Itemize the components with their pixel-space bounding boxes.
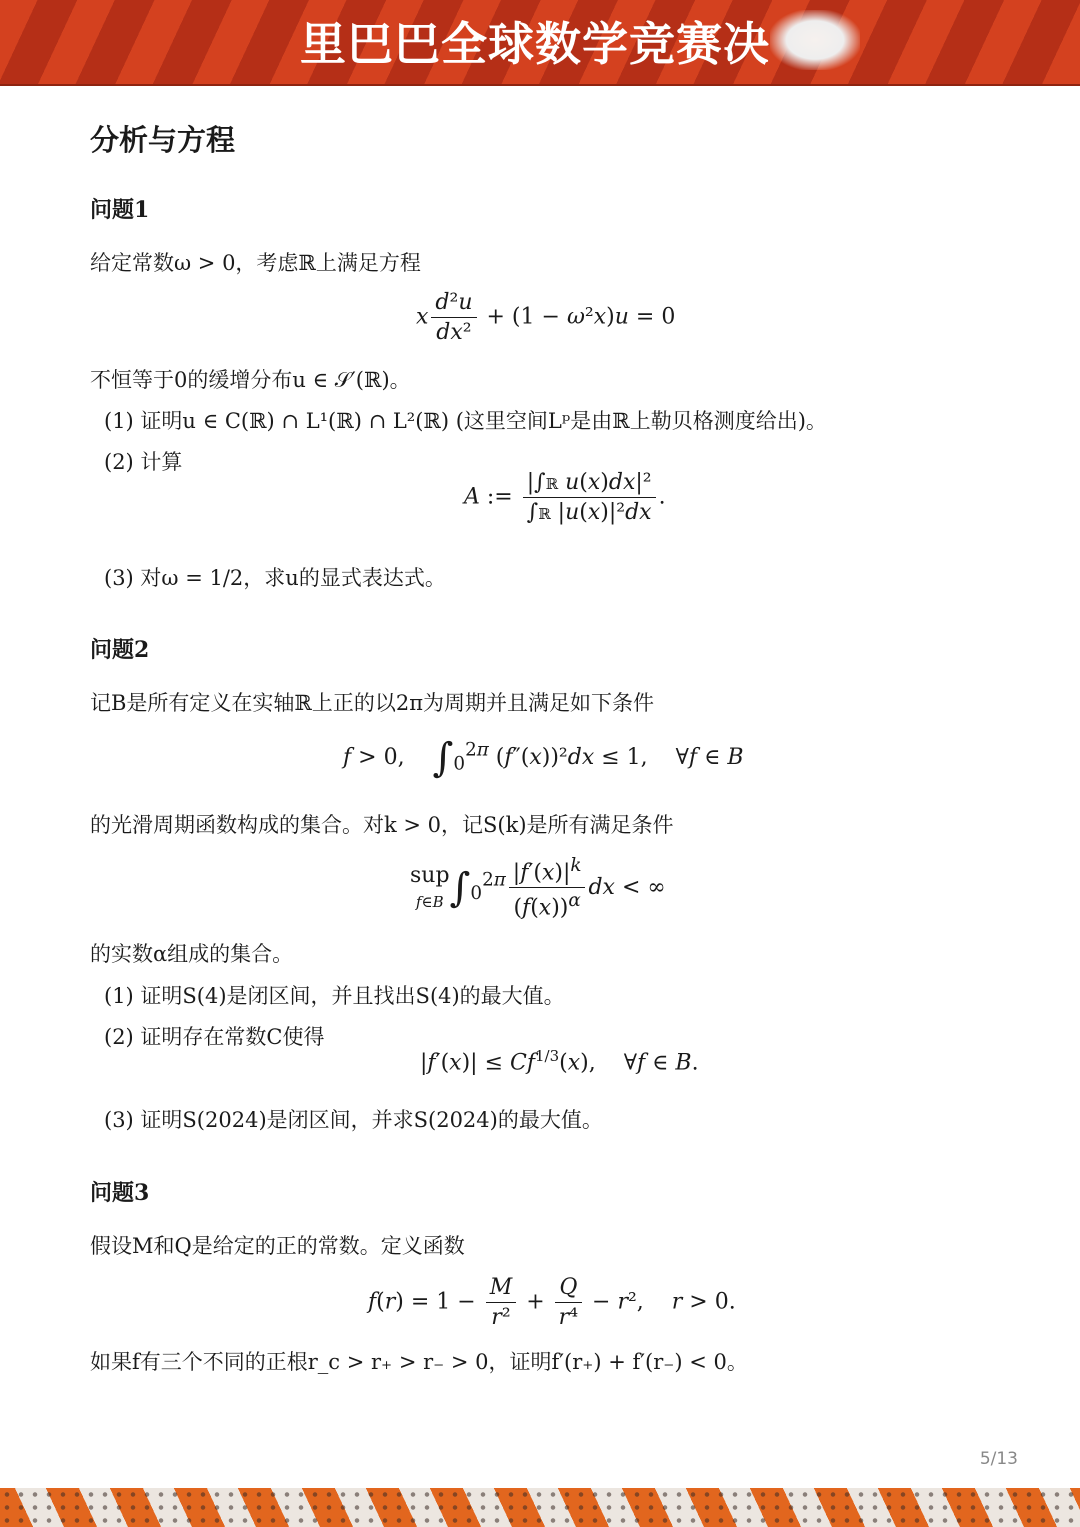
problem3-intro: 假设M和Q是给定的正的常数。定义函数: [90, 1234, 465, 1258]
problem2-heading: 问题2: [90, 637, 150, 663]
problem1-item2: (2) 计算: [104, 450, 183, 474]
problem1-item3: (3) 对ω = 1/2，求u的显式表达式。: [104, 566, 446, 590]
problem1-equation: x $\frac{\text{d²u}}{\text{dx²}}$ + (1 − ω²x)u = 0: [416, 290, 676, 345]
problem1-condition: 不恒等于0的缓增分布u ∈ 𝒮′(ℝ)。: [90, 368, 411, 392]
banner-fade: [770, 10, 860, 70]
problem2-item1: (1) 证明S(4)是闭区间，并且找出S(4)的最大值。: [104, 984, 565, 1008]
top-banner: [0, 0, 1080, 86]
page-number: 5/13: [979, 1449, 1018, 1469]
problem2-item3: (3) 证明S(2024)是闭区间，并求S(2024)的最大值。: [104, 1108, 603, 1132]
problem1-intro: 给定常数ω > 0，考虑ℝ上满足方程: [90, 251, 421, 275]
problem2-sup-equation: sup f∈B $\int_0^{2\pi}$ $\frac{|f'(x)|^k}{(f(x))^\alpha}$ dx < ∞: [410, 855, 666, 921]
problem2-intro3: 的实数α组成的集合。: [90, 942, 294, 966]
problem2-condition-equation: f > 0, $\int_0^{2\pi}$ (f″(x))²dx ≤ 1, ∀f ∈ B: [343, 735, 744, 781]
problem1-item1: (1) 证明u ∈ C(ℝ) ∩ L¹(ℝ) ∩ L²(ℝ) (这里空间Lᵖ是由ℝ上勒贝格测度给出)。: [104, 409, 827, 433]
problem3-heading: 问题3: [90, 1180, 150, 1206]
problem2-intro: 记B是所有定义在实轴ℝ上正的以2π为周期并且满足如下条件: [90, 691, 655, 715]
problem3-function: f(r) = 1 − $\frac{M}{\text{r²}}$ + $\frac{Q}{\text{r⁴}}$ − r², r > 0.: [368, 1275, 736, 1330]
problem1-heading: 问题1: [90, 197, 150, 223]
problem1-A-def: A := $\frac{\text{|∫ℝ u(x)dx|²}}{\text{∫ℝ |u(x)|²dx}}$ .: [464, 470, 666, 525]
banner-title: 里巴巴全球数学竞赛决: [300, 17, 770, 71]
problem2-inequality: $|f'(x)| \le Cf^{1/3}(x)$, ∀f ∈ B.: [420, 1047, 699, 1076]
problem2-item2: (2) 证明存在常数C使得: [104, 1025, 325, 1049]
problem2-intro2: 的光滑周期函数构成的集合。对k > 0，记S(k)是所有满足条件: [90, 813, 674, 837]
problem3-question: 如果f有三个不同的正根r_c > r₊ > r₋ > 0，证明f′(r₊) + f′(r₋) < 0。: [90, 1350, 748, 1374]
section-title: 分析与方程: [90, 123, 236, 157]
footer-dots: [0, 1488, 1080, 1527]
